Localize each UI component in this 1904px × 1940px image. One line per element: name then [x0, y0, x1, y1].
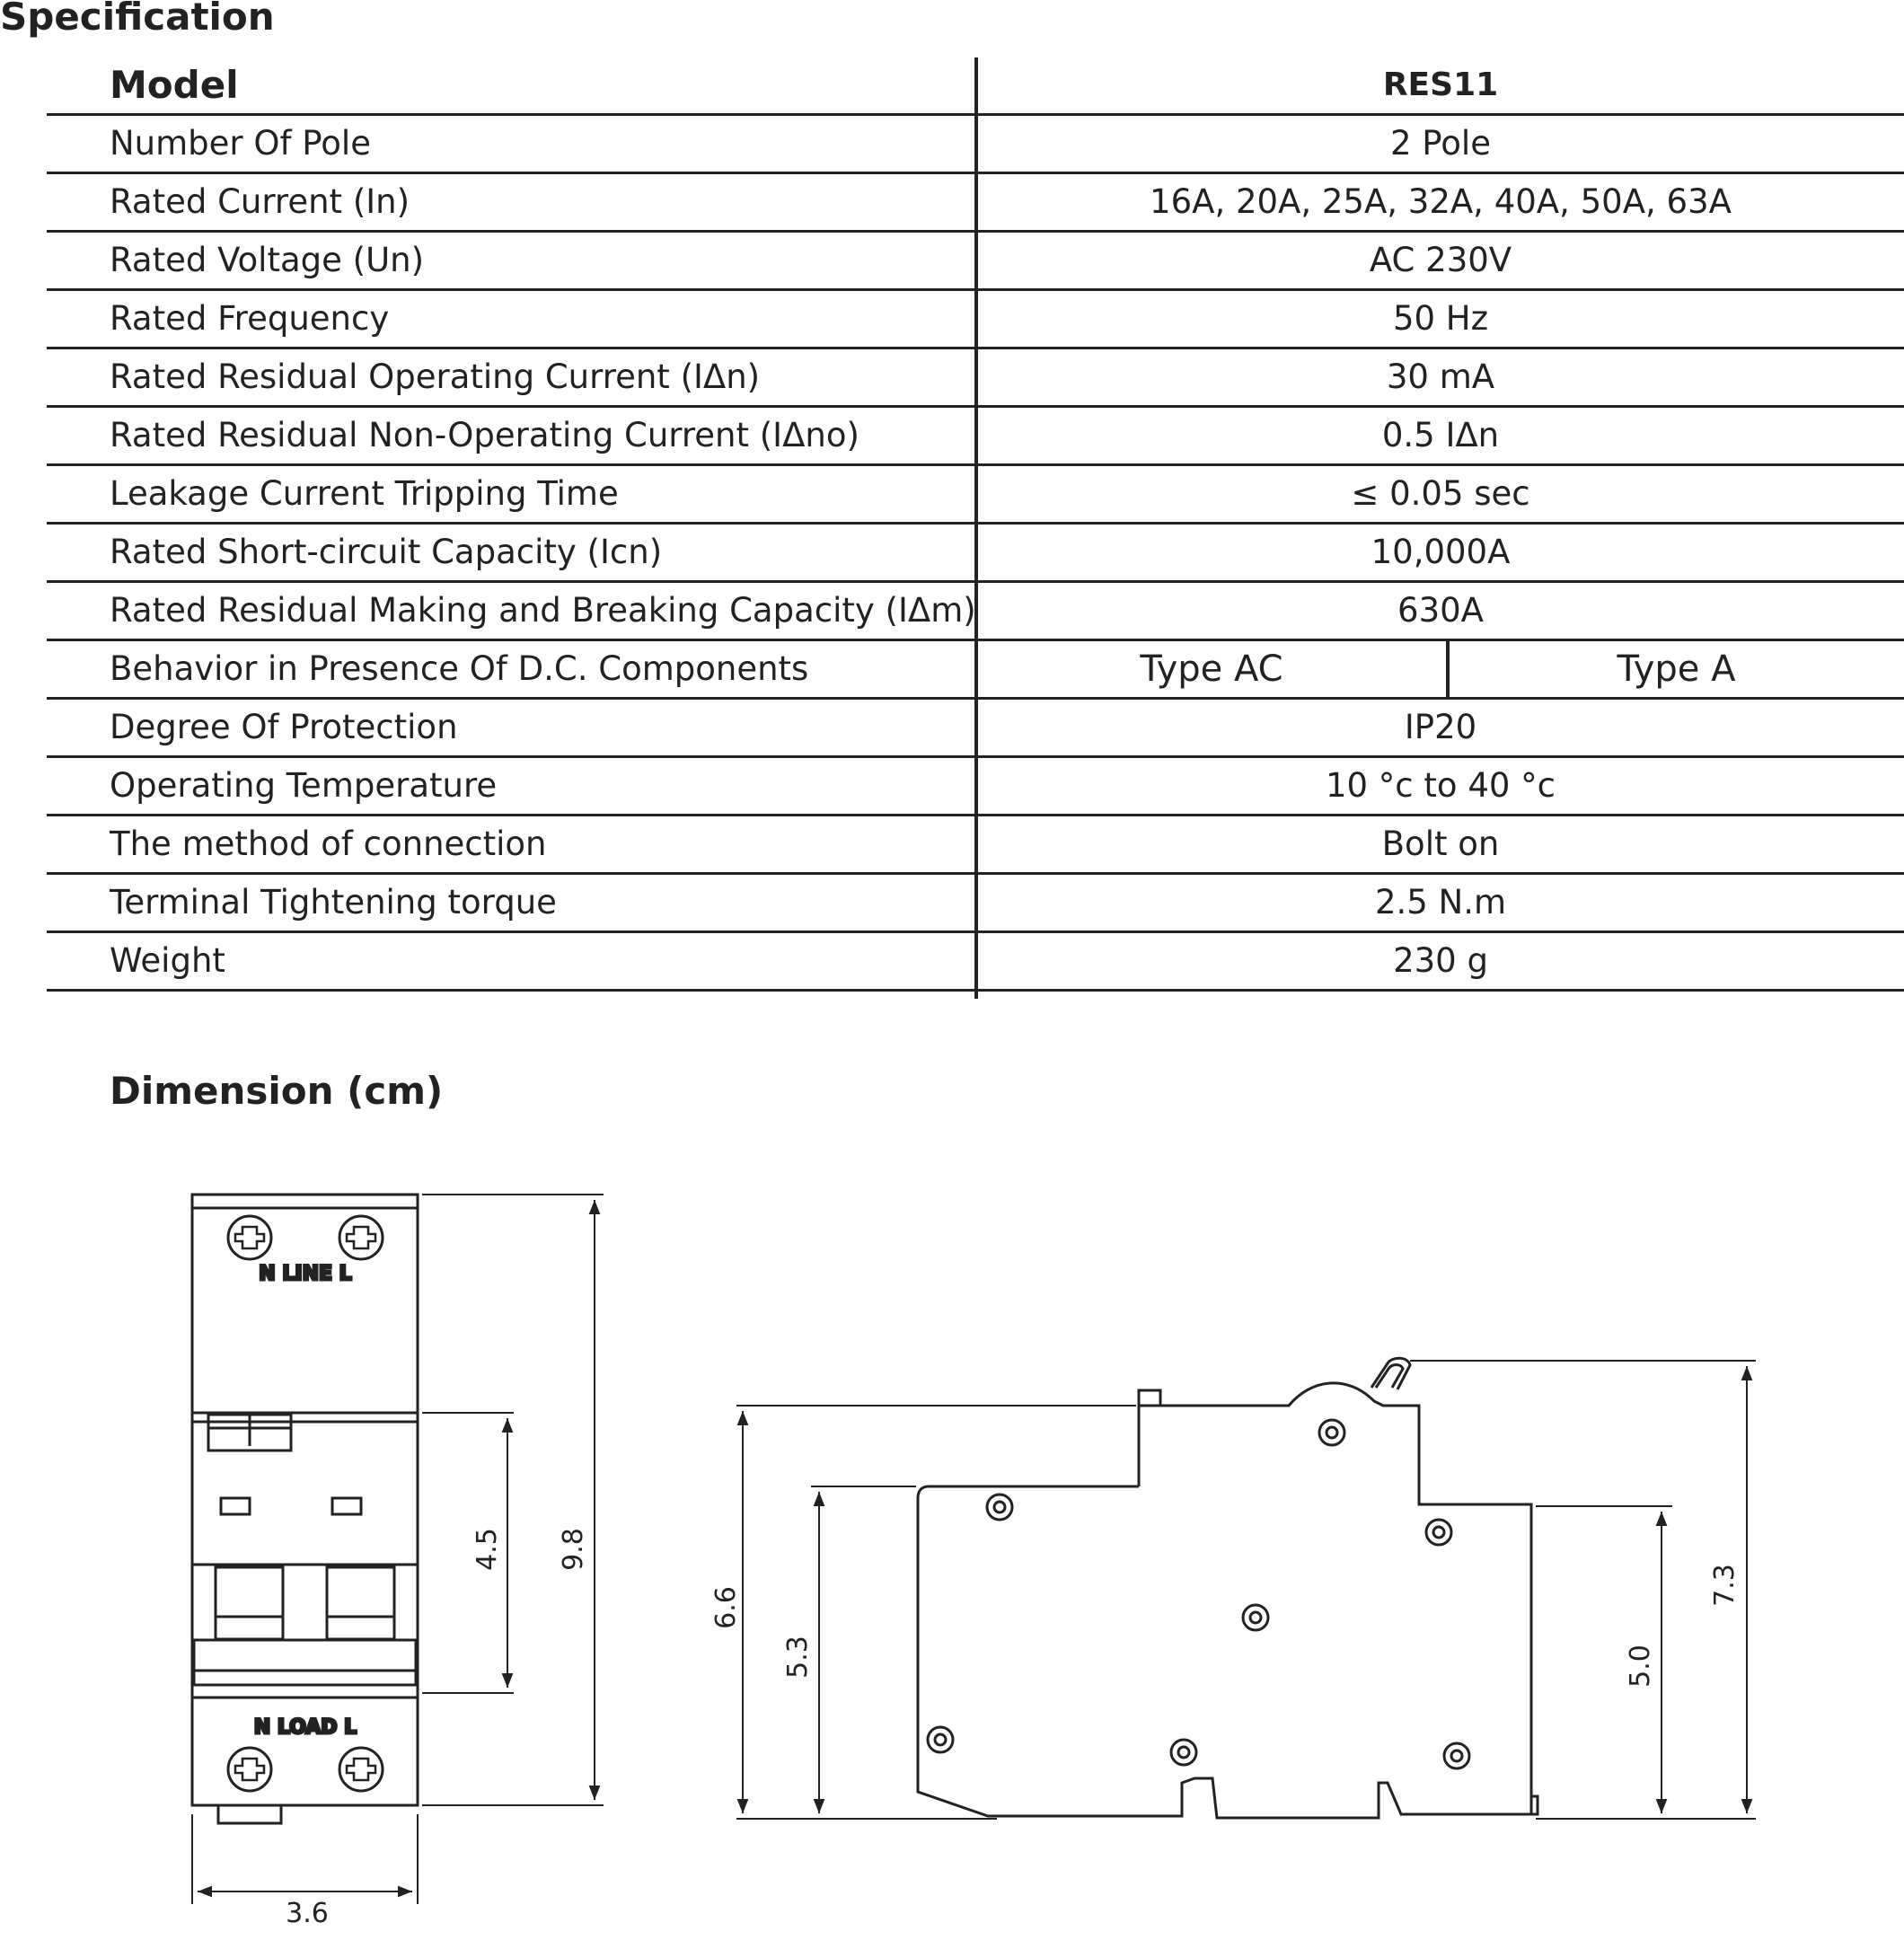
specification-title: Specification	[0, 0, 275, 39]
row-value: 50 Hz	[1392, 299, 1489, 338]
side-view	[736, 1358, 1756, 1819]
dim-width-label: 3.6	[286, 1898, 329, 1929]
dim-height-label: 9.8	[558, 1528, 589, 1571]
row-param: Rated Current (In)	[110, 182, 410, 221]
screw-icon	[339, 1216, 383, 1259]
front-view	[192, 1195, 604, 1904]
screw-icon	[228, 1748, 271, 1791]
row-param: Rated Voltage (Un)	[110, 241, 425, 279]
row-value: Bolt on	[1381, 824, 1500, 863]
row-value: ≤ 0.05 sec	[1351, 474, 1530, 513]
dim-body-right-label: 5.0	[1625, 1645, 1656, 1688]
value-type-ac: Type AC	[1140, 648, 1283, 690]
row-value: 0.5 IΔn	[1381, 416, 1500, 454]
row-param: The method of connection	[110, 824, 547, 863]
row-param: Degree Of Protection	[110, 708, 458, 746]
row-param: Weight	[110, 941, 225, 980]
value-type-a: Type A	[1617, 648, 1736, 690]
row-value: IP20	[1404, 708, 1477, 746]
row-param: Rated Residual Operating Current (IΔn)	[110, 357, 761, 396]
row-value: 10,000A	[1371, 533, 1511, 571]
row-param: Leakage Current Tripping Time	[110, 474, 619, 513]
dim-body-left-label: 5.3	[782, 1636, 814, 1679]
rivet-icon	[987, 1495, 1012, 1520]
load-terminal-label: N LOAD L	[253, 1716, 357, 1739]
row-value: AC 230V	[1369, 241, 1512, 279]
rivet-icon	[1444, 1743, 1469, 1768]
row-param: Rated Residual Non-Operating Current (IΔno)	[110, 416, 859, 454]
row-param: Behavior in Presence Of D.C. Components	[110, 649, 809, 688]
rivet-icon	[1426, 1520, 1451, 1545]
rivet-icon	[1171, 1740, 1196, 1765]
rivet-icon	[1319, 1420, 1344, 1445]
row-param: Rated Residual Making and Breaking Capacity (IΔm)	[110, 591, 976, 630]
row-param: Number Of Pole	[110, 124, 371, 163]
dim-overall-right-label: 7.3	[1709, 1564, 1741, 1607]
rivet-icon	[928, 1727, 953, 1752]
dim-window-label: 4.5	[472, 1528, 503, 1571]
screw-icon	[228, 1216, 271, 1259]
header-model-label: Model	[110, 63, 239, 107]
row-value: 2.5 N.m	[1374, 883, 1507, 922]
row-value: 30 mA	[1386, 357, 1495, 396]
line-terminal-label: N LINE L	[259, 1263, 352, 1285]
row-value: 10 °c to 40 °c	[1325, 766, 1556, 805]
dim-overall-left-label: 6.6	[710, 1586, 742, 1629]
row-value: 2 Pole	[1390, 124, 1491, 163]
row-value: 16A, 20A, 25A, 32A, 40A, 50A, 63A	[1150, 182, 1732, 221]
rivet-icon	[1243, 1605, 1268, 1630]
row-value: 630A	[1397, 591, 1484, 630]
row-param: Rated Frequency	[110, 299, 390, 338]
row-value: 230 g	[1393, 941, 1488, 980]
row-param: Operating Temperature	[110, 766, 498, 805]
dimension-title: Dimension (cm)	[110, 1069, 444, 1113]
row-param: Terminal Tightening torque	[110, 883, 557, 922]
row-param: Rated Short-circuit Capacity (Icn)	[110, 533, 663, 571]
header-model-value: RES11	[1382, 66, 1499, 103]
screw-icon	[339, 1748, 383, 1791]
